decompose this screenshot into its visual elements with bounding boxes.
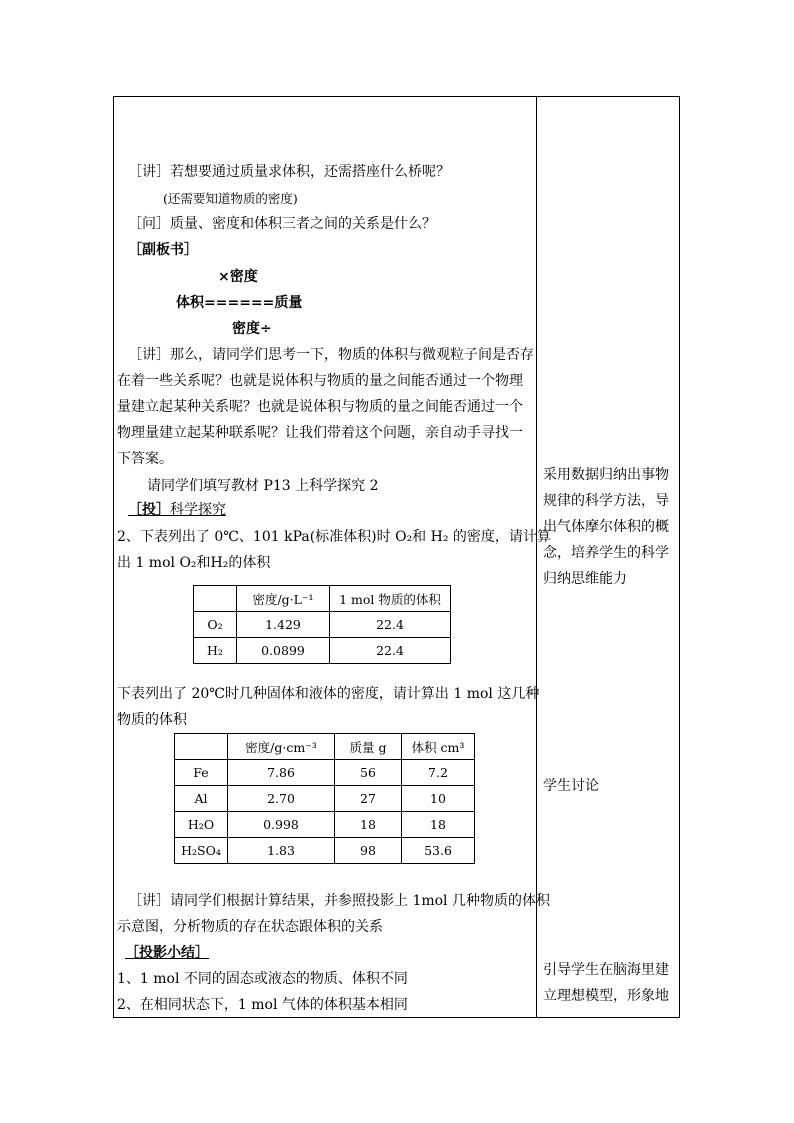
teacher-question: ［问］质量、密度和体积三者之间的关系是什么？ xyxy=(128,216,436,232)
table-cell: 53.6 xyxy=(402,838,475,864)
table-row xyxy=(175,786,475,812)
design-note-2: 学生讨论 xyxy=(543,778,599,794)
table-cell: 7.2 xyxy=(402,760,475,786)
gas-density-table xyxy=(193,585,451,664)
teacher-talk-2-line2: 在着一些关系呢？也就是说体积与物质的量之间能否通过一个物理 xyxy=(117,373,523,389)
note-line: 出气体摩尔体积的概 xyxy=(543,519,669,535)
projection-tag: ［投］ xyxy=(128,502,170,518)
teacher-talk-2-line3: 量建立起某种关系呢？也就是说体积与物质的量之间能否通过一个 xyxy=(117,399,523,415)
note-line: 引导学生在脑海里建 xyxy=(543,962,669,978)
table-cell: 0.998 xyxy=(228,812,335,838)
formula-middle: 体积======质量 xyxy=(176,295,303,311)
table-cell: H₂SO₄ xyxy=(175,838,228,864)
table-cell: 18 xyxy=(335,812,402,838)
table-row xyxy=(194,612,451,638)
note-line: 归纳思维能力 xyxy=(543,571,627,587)
table-cell: H₂ xyxy=(194,638,237,664)
design-note-1 xyxy=(543,462,678,592)
teacher-talk-2-line4: 物理量建立起某种联系呢？让我们带着这个问题，亲自动手寻找一 xyxy=(117,425,523,441)
summary-point-2: 2、在相同状态下，1 mol 气体的体积基本相同 xyxy=(117,997,408,1013)
answer-hint: (还需要知道物质的密度) xyxy=(163,191,298,206)
teacher-talk-3-line2: 示意图，分析物质的存在状态跟体积的关系 xyxy=(117,919,383,935)
table-header-cell: 密度/g·cm⁻³ xyxy=(228,734,335,760)
teacher-talk-1: ［讲］若想要通过质量求体积，还需搭座什么桥呢？ xyxy=(128,164,450,180)
question-2-line1: 2、下表列出了 0℃、101 kPa(标准体积)时 O₂和 H₂ 的密度，请计算 xyxy=(117,529,551,545)
teacher-talk-2-line5: 下答案。 xyxy=(117,451,173,467)
question-3-line2: 物质的体积 xyxy=(117,712,187,728)
fill-instruction: 请同学们填写教材 P13 上科学探究 2 xyxy=(147,478,379,494)
table-header-row xyxy=(175,734,475,760)
table-cell: 22.4 xyxy=(330,638,451,664)
column-divider xyxy=(536,96,537,1018)
table-row xyxy=(194,638,451,664)
note-line: 立理想模型，形象地 xyxy=(543,988,669,1004)
table-header-cell xyxy=(194,586,237,612)
table-cell: Al xyxy=(175,786,228,812)
solid-liquid-density-table xyxy=(174,733,475,864)
projection-line xyxy=(128,501,226,519)
table-cell: 7.86 xyxy=(228,760,335,786)
board-label: ［副板书］ xyxy=(128,242,198,258)
teacher-talk-2-line1: ［讲］那么，请同学们思考一下，物质的体积与微观粒子间是否存 xyxy=(128,347,534,363)
question-3-line1: 下表列出了 20℃时几种固体和液体的密度，请计算出 1 mol 这几种 xyxy=(117,686,540,702)
table-header-cell xyxy=(175,734,228,760)
design-note-3 xyxy=(543,957,678,1009)
table-cell: 1.83 xyxy=(228,838,335,864)
table-cell: 10 xyxy=(402,786,475,812)
formula-bottom: 密度÷ xyxy=(232,321,272,337)
table-header-cell: 质量 g xyxy=(335,734,402,760)
formula-top: ×密度 xyxy=(218,269,258,285)
projection-title: 科学探究 xyxy=(170,502,226,518)
summary-point-1: 1、1 mol 不同的固态或液态的物质、体积不同 xyxy=(117,971,408,987)
table-cell: 18 xyxy=(402,812,475,838)
note-line: 规律的科学方法，导 xyxy=(543,493,669,509)
table-cell: H₂O xyxy=(175,812,228,838)
table-cell: 98 xyxy=(335,838,402,864)
table-cell: 27 xyxy=(335,786,402,812)
table-header-cell: 体积 cm³ xyxy=(402,734,475,760)
summary-tag: ［投影小结］ xyxy=(125,945,209,961)
note-line: 念，培养学生的科学 xyxy=(543,545,669,561)
table-header-cell: 1 mol 物质的体积 xyxy=(330,586,451,612)
table-cell: 56 xyxy=(335,760,402,786)
table-header-cell: 密度/g·L⁻¹ xyxy=(237,586,330,612)
table-cell: 1.429 xyxy=(237,612,330,638)
table-cell: Fe xyxy=(175,760,228,786)
table-header-row xyxy=(194,586,451,612)
table-cell: O₂ xyxy=(194,612,237,638)
table-row xyxy=(175,838,475,864)
table-cell: 2.70 xyxy=(228,786,335,812)
question-2-line2: 出 1 mol O₂和H₂的体积 xyxy=(117,555,271,571)
note-line: 采用数据归纳出事物 xyxy=(543,467,669,483)
table-cell: 0.0899 xyxy=(237,638,330,664)
table-row xyxy=(175,812,475,838)
teacher-talk-3-line1: ［讲］请同学们根据计算结果，并参照投影上 1mol 几种物质的体积 xyxy=(128,893,550,909)
table-cell: 22.4 xyxy=(330,612,451,638)
table-row xyxy=(175,760,475,786)
